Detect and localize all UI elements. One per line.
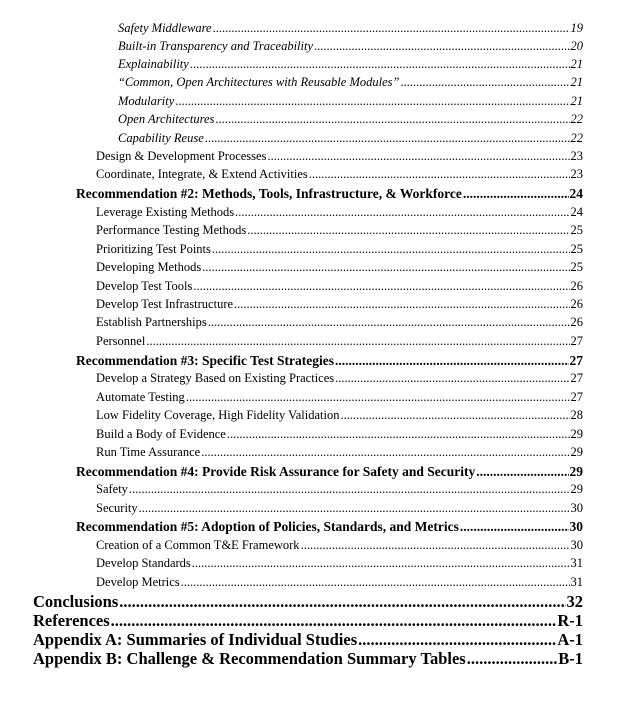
toc-dot-leader <box>190 56 570 73</box>
toc-entry[interactable] <box>118 74 583 91</box>
toc-dot-leader <box>463 185 569 203</box>
toc-dot-leader <box>341 407 570 424</box>
toc-dot-leader <box>235 204 569 221</box>
toc-entry-page-number: 26 <box>570 279 583 293</box>
toc-entry-title: “Common, Open Architectures with Reusable Modules” <box>118 75 400 89</box>
toc-entry[interactable] <box>96 296 583 313</box>
toc-entry-title: References <box>33 611 110 630</box>
toc-dot-leader <box>213 20 570 37</box>
toc-dot-leader <box>234 296 569 313</box>
toc-dot-leader <box>227 426 570 443</box>
toc-entry-title: Safety Middleware <box>118 21 212 35</box>
toc-entry-title: Recommendation #4: Provide Risk Assurance for Safety and Security <box>76 464 476 479</box>
toc-entry[interactable] <box>33 592 583 612</box>
toc-entry-page-number: 26 <box>570 315 583 329</box>
toc-entry[interactable] <box>96 574 583 591</box>
toc-entry[interactable] <box>118 56 583 73</box>
toc-entry-page-number: 25 <box>570 260 583 274</box>
toc-entry-page-number: 27 <box>570 371 583 385</box>
toc-entry-page-number: 21 <box>570 75 583 89</box>
toc-dot-leader <box>335 370 569 387</box>
toc-entry-page-number: 31 <box>570 575 583 589</box>
toc-entry-page-number: 22 <box>570 131 583 145</box>
toc-entry-title: Establish Partnerships <box>96 315 207 329</box>
toc-dot-leader <box>247 222 569 239</box>
toc-entry-title: Develop Metrics <box>96 575 180 589</box>
toc-dot-leader <box>193 278 569 295</box>
toc-entry-page-number: 25 <box>570 242 583 256</box>
toc-entry-title: Design & Development Processes <box>96 149 267 163</box>
toc-dot-leader <box>201 444 569 461</box>
toc-entry-page-number: 25 <box>570 223 583 237</box>
toc-entry[interactable] <box>96 333 583 350</box>
toc-entry[interactable] <box>96 426 583 443</box>
toc-dot-leader <box>202 259 569 276</box>
toc-dot-leader <box>460 518 569 536</box>
toc-entry[interactable] <box>76 185 583 203</box>
toc-entry-page-number: 26 <box>570 297 583 311</box>
toc-entry-page-number: 21 <box>570 94 583 108</box>
toc-dot-leader <box>192 555 570 572</box>
toc-dot-leader <box>476 463 568 481</box>
toc-entry-title: Coordinate, Integrate, & Extend Activities <box>96 167 308 181</box>
toc-entry-title: Run Time Assurance <box>96 445 201 459</box>
toc-entry[interactable] <box>96 222 583 239</box>
toc-dot-leader <box>358 630 556 650</box>
toc-entry-title: Open Architectures <box>118 112 215 126</box>
toc-dot-leader <box>208 314 570 331</box>
toc-dot-leader <box>119 592 565 612</box>
toc-entry-page-number: 30 <box>570 538 583 552</box>
toc-dot-leader <box>146 333 569 350</box>
toc-entry-page-number: 24 <box>569 186 583 201</box>
toc-entry-page-number: 29 <box>570 482 583 496</box>
toc-entry-page-number: 27 <box>569 353 583 368</box>
toc-entry[interactable] <box>96 166 583 183</box>
toc-entry-page-number: 29 <box>570 445 583 459</box>
toc-entry-title: Modularity <box>118 94 175 108</box>
toc-entry-page-number: 21 <box>570 57 583 71</box>
toc-entry[interactable] <box>118 93 583 110</box>
toc-entry-title: Recommendation #5: Adoption of Policies, Standards, and Metrics <box>76 519 459 534</box>
toc-entry-page-number: 19 <box>570 21 583 35</box>
toc-entry[interactable] <box>96 407 583 424</box>
toc-entry-page-number: 23 <box>570 149 583 163</box>
toc-entry-title: Prioritizing Test Points <box>96 242 211 256</box>
toc-entry-title: Recommendation #3: Specific Test Strategies <box>76 353 334 368</box>
toc-entry[interactable] <box>96 259 583 276</box>
toc-entry[interactable] <box>96 148 583 165</box>
toc-dot-leader <box>129 481 570 498</box>
toc-entry-title: Automate Testing <box>96 390 185 404</box>
toc-entry-title: Safety <box>96 482 128 496</box>
toc-entry-page-number: B-1 <box>558 649 583 668</box>
toc-entry-page-number: 31 <box>570 556 583 570</box>
toc-entry-page-number: 32 <box>566 592 583 611</box>
toc-entry-title: Develop Test Tools <box>96 279 193 293</box>
toc-entry-title: Personnel <box>96 334 146 348</box>
toc-entry-page-number: 30 <box>569 519 583 534</box>
toc-entry[interactable] <box>76 518 583 536</box>
toc-dot-leader <box>314 38 569 55</box>
toc-entry[interactable] <box>96 481 583 498</box>
toc-dot-leader <box>467 649 558 669</box>
toc-entry-title: Creation of a Common T&E Framework <box>96 538 300 552</box>
toc-dot-leader <box>181 574 570 591</box>
toc-entry[interactable] <box>96 241 583 258</box>
toc-entry-page-number: 28 <box>570 408 583 422</box>
toc-entry-title: Built-in Transparency and Traceability <box>118 39 314 53</box>
toc-dot-leader <box>301 537 570 554</box>
toc-entry[interactable] <box>118 38 583 55</box>
toc-entry-title: Capability Reuse <box>118 131 204 145</box>
toc-entry-page-number: 22 <box>570 112 583 126</box>
toc-entry-title: Develop Test Infrastructure <box>96 297 234 311</box>
toc-entry-page-number: 29 <box>570 427 583 441</box>
toc-entry-title: Developing Methods <box>96 260 202 274</box>
toc-dot-leader <box>111 611 557 631</box>
toc-entry[interactable] <box>96 314 583 331</box>
toc-dot-leader <box>215 111 569 128</box>
toc-entry-title: Explainability <box>118 57 189 71</box>
toc-entry-page-number: 29 <box>569 464 583 479</box>
toc-entry-page-number: A-1 <box>557 630 583 649</box>
toc-entry[interactable] <box>118 111 583 128</box>
toc-entry-page-number: 30 <box>570 501 583 515</box>
toc-entry-title: Leverage Existing Methods <box>96 205 235 219</box>
toc-entry-title: Appendix A: Summaries of Individual Studies <box>33 630 358 649</box>
toc-dot-leader <box>139 500 570 517</box>
toc-entry-title: Low Fidelity Coverage, High Fidelity Validation <box>96 408 340 422</box>
toc-dot-leader <box>400 74 569 91</box>
toc-entry-title: Performance Testing Methods <box>96 223 247 237</box>
toc-entry[interactable] <box>96 278 583 295</box>
toc-dot-leader <box>309 166 570 183</box>
toc-entry-title: Conclusions <box>33 592 119 611</box>
toc-dot-leader <box>205 130 570 147</box>
toc-entry-title: Build a Body of Evidence <box>96 427 226 441</box>
toc-entry-title: Develop a Strategy Based on Existing Practices <box>96 371 335 385</box>
toc-entry-title: Recommendation #2: Methods, Tools, Infrastructure, & Workforce <box>76 186 462 201</box>
toc-entry[interactable] <box>96 204 583 221</box>
toc-entry[interactable] <box>96 555 583 572</box>
toc-entry[interactable] <box>96 389 583 406</box>
toc-dot-leader <box>186 389 570 406</box>
toc-dot-leader <box>335 352 569 370</box>
toc-entry[interactable] <box>76 352 583 370</box>
toc-entry-title: Appendix B: Challenge & Recommendation Summary Tables <box>33 649 466 668</box>
toc-entry[interactable] <box>33 611 583 631</box>
toc-entry[interactable] <box>76 463 583 481</box>
toc-entry-page-number: 27 <box>570 390 583 404</box>
toc-entry-page-number: 24 <box>570 205 583 219</box>
toc-entry[interactable] <box>118 130 583 147</box>
toc-entry-page-number: R-1 <box>557 611 583 630</box>
toc-entry[interactable] <box>33 630 583 650</box>
toc-entry-page-number: 20 <box>570 39 583 53</box>
toc-entry-page-number: 23 <box>570 167 583 181</box>
toc-entry-page-number: 27 <box>570 334 583 348</box>
toc-entry[interactable] <box>118 20 583 37</box>
toc-entry-title: Develop Standards <box>96 556 191 570</box>
toc-entry[interactable] <box>96 500 583 517</box>
toc-dot-leader <box>267 148 569 165</box>
toc-entry[interactable] <box>96 370 583 387</box>
toc-entry[interactable] <box>33 649 583 669</box>
toc-entry[interactable] <box>96 537 583 554</box>
toc-dot-leader <box>212 241 570 258</box>
toc-entry-title: Security <box>96 501 138 515</box>
toc-entry[interactable] <box>96 444 583 461</box>
toc-dot-leader <box>175 93 569 110</box>
